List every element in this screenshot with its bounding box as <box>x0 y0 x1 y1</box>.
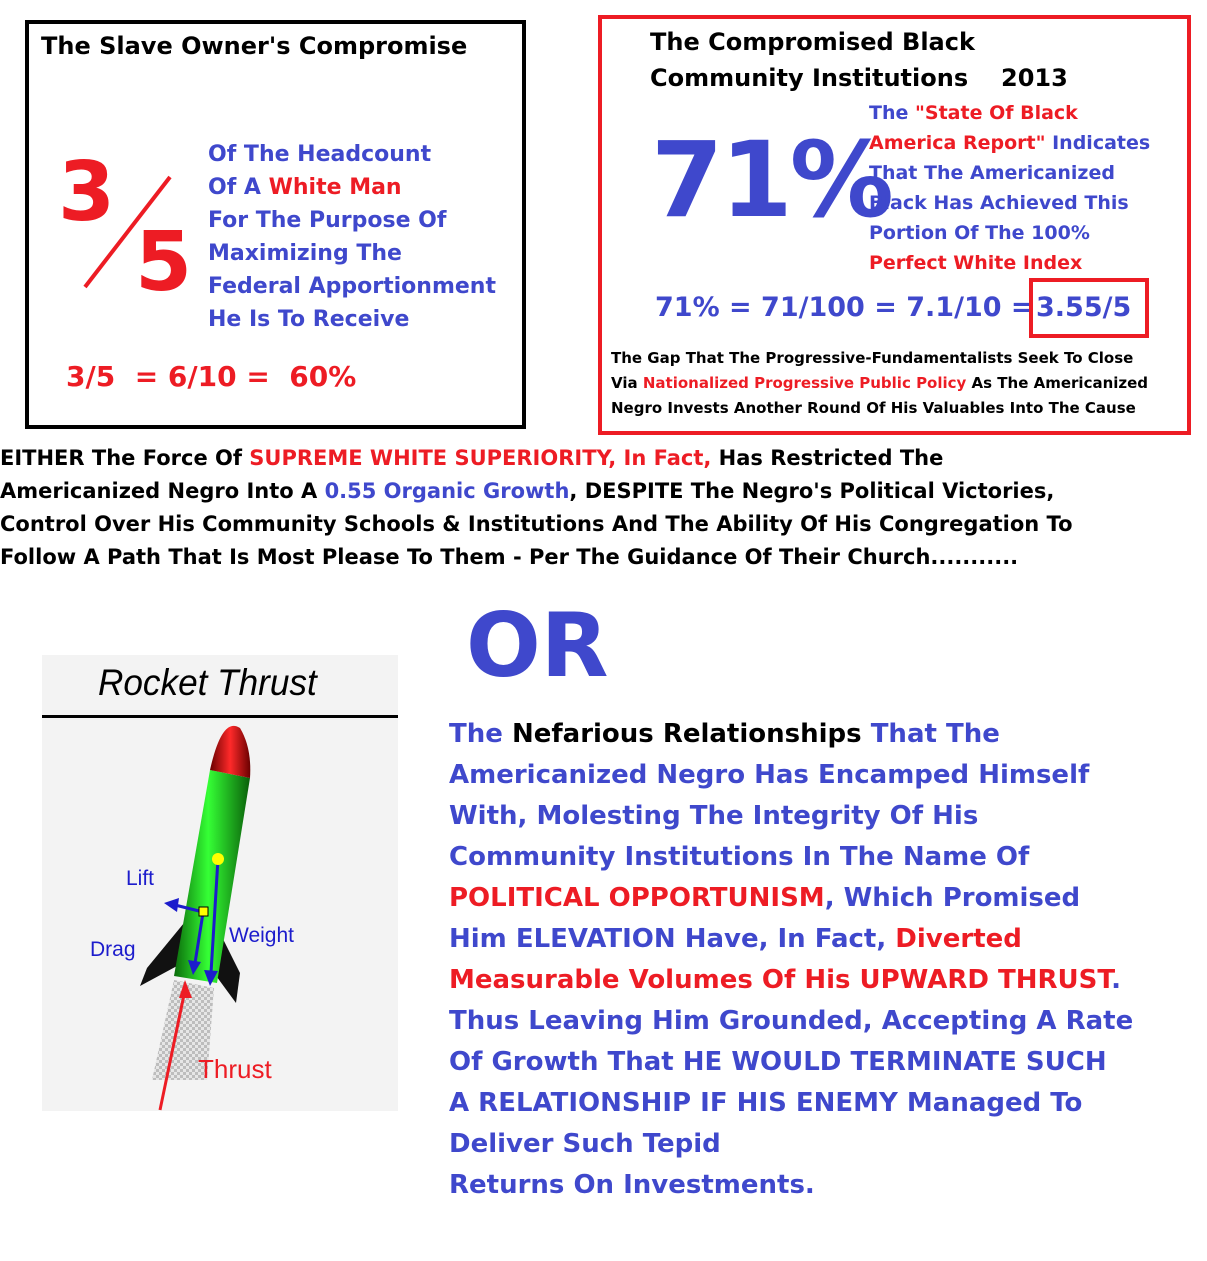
para2-line: Deliver Such Tepid <box>449 1129 721 1159</box>
note-line: Via Nationalized Progressive Public Policy As The Americanized <box>611 374 1149 392</box>
box2-line: Perfect White Index <box>869 252 1083 274</box>
para2-line: POLITICAL OPPORTUNISM, Which Promised <box>449 883 1081 913</box>
box2-description <box>869 98 1150 278</box>
para2-line: The Nefarious Relationships That The <box>449 719 1000 749</box>
either-paragraph <box>0 442 1073 574</box>
or-paragraph <box>449 714 1133 1206</box>
box1-line: For The Purpose Of <box>208 208 447 233</box>
box2-line: Portion Of The 100% <box>869 222 1090 244</box>
box2-equation: 71% = 71/100 = 7.1/10 = <box>655 292 1034 323</box>
thrust-label: Thrust <box>198 1054 272 1084</box>
para1-line: EITHER The Force Of SUPREME WHITE SUPERIORITY, In Fact, Has Restricted The <box>0 446 944 470</box>
box2-note <box>611 346 1148 421</box>
para2-line: A RELATIONSHIP IF HIS ENEMY Managed To <box>449 1088 1083 1118</box>
para2-line: Thus Leaving Him Grounded, Accepting A Rate <box>449 1006 1134 1036</box>
para2-line: Measurable Volumes Of His UPWARD THRUST. <box>449 965 1122 995</box>
or-heading: OR <box>466 594 609 697</box>
box1-title: The Slave Owner's Compromise <box>41 32 468 60</box>
fraction-denominator: 5 <box>135 215 193 310</box>
big-percent: 71% <box>651 119 891 241</box>
box1-description <box>208 138 496 336</box>
note-line: The Gap That The Progressive-Fundamentalists Seek To Close <box>611 349 1134 367</box>
box2-year: 2013 <box>1001 64 1068 92</box>
center-of-pressure-icon <box>199 907 208 916</box>
lift-label: Lift <box>126 867 155 890</box>
box1-line: Maximizing The <box>208 241 402 266</box>
para1-line: Americanized Negro Into A 0.55 Organic Growth, DESPITE The Negro's Political Victories, <box>0 479 1055 503</box>
para2-line: Community Institutions In The Name Of <box>449 842 1030 872</box>
box2-line: The "State Of Black <box>869 102 1078 124</box>
para1-line: Control Over His Community Schools & Institutions And The Ability Of His Congregation To <box>0 512 1073 536</box>
box1-line: Of The Headcount <box>208 142 432 167</box>
box1-line: Of A White Man <box>208 175 402 200</box>
note-line: Negro Invests Another Round Of His Valuables Into The Cause <box>611 399 1136 417</box>
weight-label: Weight <box>229 924 294 947</box>
box2-title-line2: Community Institutions <box>650 64 969 92</box>
para2-line: Americanized Negro Has Encamped Himself <box>449 760 1090 790</box>
box2-line: That The Americanized <box>869 162 1115 184</box>
box2-line: Black Has Achieved This <box>869 192 1129 214</box>
para2-line: Returns On Investments. <box>449 1170 815 1200</box>
nose-cone-icon <box>210 726 250 778</box>
rocket-title: Rocket Thrust <box>98 662 317 703</box>
white-man-highlight: White Man <box>268 175 402 200</box>
para1-line: Follow A Path That Is Most Please To Them - Per The Guidance Of Their Church........... <box>0 545 1019 569</box>
fraction-numerator: 3 <box>58 145 116 240</box>
box1-line: He Is To Receive <box>208 307 410 332</box>
box2-title-line1: The Compromised Black <box>650 28 975 56</box>
box1-line: Federal Apportionment <box>208 274 496 299</box>
equation-highlight-value: 3.55/5 <box>1036 292 1132 323</box>
para2-line: Him ELEVATION Have, In Fact, Diverted <box>449 924 1022 954</box>
para2-line: With, Molesting The Integrity Of His <box>449 801 979 831</box>
drag-label: Drag <box>90 938 136 961</box>
rocket-icon <box>42 718 398 1111</box>
box2-line: America Report" Indicates <box>869 132 1151 154</box>
para2-line: Of Growth That HE WOULD TERMINATE SUCH <box>449 1047 1107 1077</box>
center-of-gravity-icon <box>212 853 224 865</box>
box1-equation: 3/5 = 6/10 = 60% <box>66 360 357 393</box>
